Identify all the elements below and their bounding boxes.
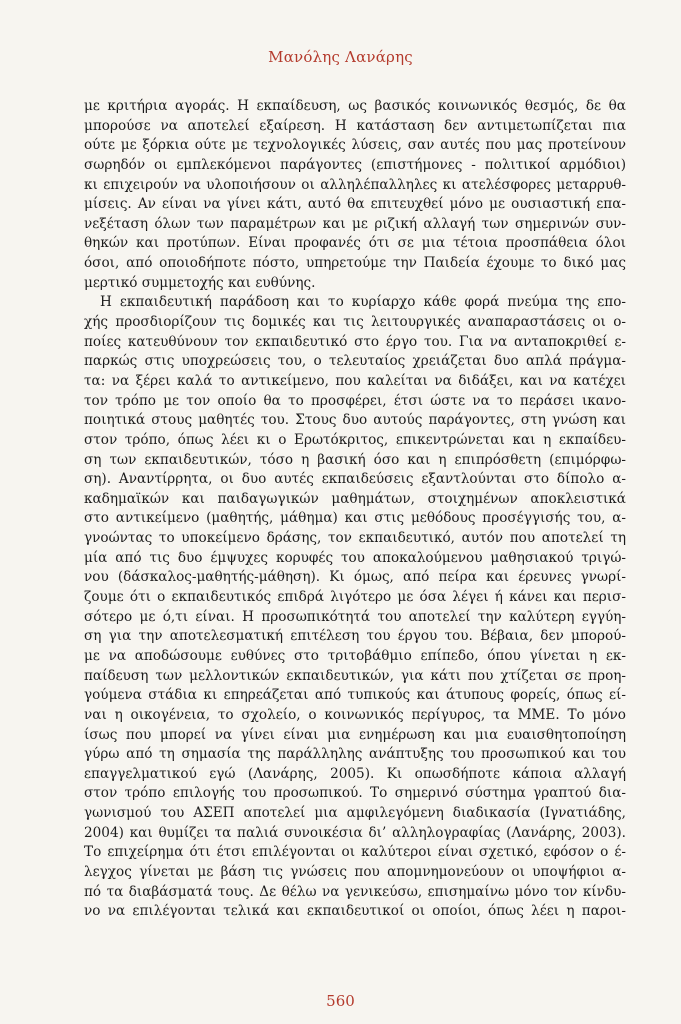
text-line: ση των εκπαιδευτικών, τόσο η βασική όσο και η επιπρόσθετη (επιμόρφω- bbox=[84, 451, 626, 468]
text-line: μίσεις. Αν είναι να γίνει κάτι, αυτό θα επιτευχθεί μόνο με ουσιαστική επα- bbox=[84, 196, 626, 213]
text-line: ούτε με ξόρκια ούτε με τεχνολογικές λύσεις, σαν αυτές που μας προτείνουν bbox=[84, 137, 626, 154]
text-line: γωνισμού του ΑΣΕΠ αποτελεί μια αμφιλεγόμενη διαδικασία (Ιγνατιάδης, bbox=[84, 805, 626, 822]
text-line: επαγγελματικού εγώ (Λανάρης, 2005). Κι οπωσδήποτε κάποια αλλαγή bbox=[84, 765, 626, 782]
text-line: ποίες κατευθύνουν τον εκπαιδευτικό στο έργο του. Για να ανταποκριθεί ε- bbox=[84, 333, 626, 350]
text-line: στον τρόπο, όπως λέει κι ο Ερωτόκριτος, επικεντρώνεται και η εκπαίδευ- bbox=[84, 431, 626, 448]
text-line: Το επιχείρημα ότι έτσι επιλέγονται οι καλύτεροι είναι σχετικό, εφόσον ο έ- bbox=[84, 844, 626, 861]
text-line: σότερο με ό,τι είναι. Η προσωπικότητά του αποτελεί την καλύτερη εγγύη- bbox=[84, 608, 626, 625]
text-line: νο να επιλέγονται τελικά και εκπαιδευτικοί οι οποίοι, όπως λέει η παροι- bbox=[84, 903, 626, 920]
text-line: τα: να ξέρει καλά το αντικείμενο, που καλείται να διδάξει, και να κατέχει bbox=[84, 372, 626, 389]
text-line: λεγχος γίνεται με βάση τις γνώσεις που απομνημονεύουν οι υποψήφιοι α- bbox=[84, 863, 626, 880]
text-line: τον τρόπο με τον οποίο θα το προσφέρει, έτσι ώστε να το περάσει ικανο- bbox=[84, 392, 626, 409]
text-line: πό τα διαβάσματά τους. Δε θέλω να γενικεύσω, επισημαίνω μόνο τον κίνδυ- bbox=[84, 883, 626, 900]
text-line: γύρω από τη σημασία της παράλληλης ανάπτυξης του προσωπικού και του bbox=[84, 746, 626, 763]
text-line: με κριτήρια αγοράς. Η εκπαίδευση, ως βασικός κοινωνικός θεσμός, δε θα bbox=[84, 98, 626, 114]
text-line: στον τρόπο επιλογής του προσωπικού. Το σημερινό σύστημα γραπτού δια- bbox=[84, 785, 626, 802]
text-line: ίσως που μπορεί να γίνει είναι μια ενημέρωση και μια ευαισθητοποίηση bbox=[84, 726, 626, 743]
text-line: καδημαϊκών και παιδαγωγικών μαθημάτων, στοιχημένων αποκλειστικά bbox=[84, 490, 626, 507]
text-line: σωρηδόν οι εμπλεκόμενοι παράγοντες (επιστήμονες - πολιτικοί αρμόδιοι) bbox=[84, 156, 626, 173]
text-line: νου (δάσκαλος-μαθητής-μάθηση). Κι όμως, από πείρα και έρευνες γνωρί- bbox=[84, 569, 626, 586]
text-line: γούμενα στάδια κι επηρεάζεται από τυπικούς και άτυπους φορείς, όπως εί- bbox=[84, 687, 626, 704]
page-number: 560 bbox=[326, 992, 355, 1010]
text-line: ζουμε ότι ο εκπαιδευτικός επιδρά λιγότερο με όσα λέγει ή κάνει και περισ- bbox=[84, 589, 626, 606]
text-line: νεξέταση όλων των παραμέτρων και με ριζική αλλαγή των σημερινών συν- bbox=[84, 215, 626, 232]
text-line: ναι η οικογένεια, το σχολείο, ο κοινωνικός περίγυρος, τα ΜΜΕ. Το μόνο bbox=[84, 706, 626, 723]
text-line: γνοώντας το υποκείμενο δράσης, τον εκπαιδευτικό, αυτόν που αποτελεί τη bbox=[84, 530, 626, 547]
text-line: Η εκπαιδευτική παράδοση και το κυρίαρχο κάθε φορά πνεύμα της επο- bbox=[100, 294, 626, 311]
body-text bbox=[84, 97, 626, 922]
text-line: στο αντικείμενο (μαθητής, μάθημα) και στις μεθόδους προσέγγισής του, α- bbox=[84, 510, 626, 527]
text-line: μερτικό συμμετοχής και ευθύνης. bbox=[84, 274, 316, 291]
text-line: παρκώς στις υποχρεώσεις του, ο τελευταίος χρειάζεται δυο απλά πράγμα- bbox=[84, 353, 626, 370]
text-line: θηκών και προτύπων. Είναι προφανές ότι σε μια τέτοια προσπάθεια όλοι bbox=[84, 235, 626, 252]
text-line: παίδευση των μελλοντικών εκπαιδευτικών, για κάτι που χτίζεται σε προη- bbox=[84, 667, 626, 684]
text-line: ση). Αναντίρρητα, οι δυο αυτές εκπαιδεύσεις εξαντλούνται στο δίπολο α- bbox=[84, 471, 626, 488]
text-line: ση για την αποτελεσματική επιτέλεση του έργου του. Βέβαια, δεν μπορού- bbox=[84, 628, 626, 645]
text-line: κι επιχειρούν να υλοποιήσουν οι αλληλέπαλληλες κι ατελέσφορες μεταρρυθ- bbox=[84, 176, 626, 193]
running-header: Μανόλης Λανάρης bbox=[268, 48, 413, 66]
text-line: 2004) και θυμίζει τα παλιά συνοικέσια δι’ αλληλογραφίας (Λανάρης, 2003). bbox=[84, 824, 626, 841]
text-line: μία από τις δυο έμψυχες κορυφές του αποκαλούμενου μαθησιακού τριγώ- bbox=[84, 549, 626, 566]
text-line: όσοι, από οποιοδήποτε πόστο, υπηρετούμε την Παιδεία έχουμε το δικό μας bbox=[84, 255, 626, 272]
text-line: χής προσδιορίζουν τις δομικές και τις λειτουργικές αναπαραστάσεις οι ο- bbox=[84, 314, 626, 331]
text-line: με να αποδώσουμε ευθύνες στο τριτοβάθμιο επίπεδο, όπου γίνεται η εκ- bbox=[84, 647, 626, 664]
text-line: ποιητικά στους μαθητές του. Στους δυο αυτούς παράγοντες, στη γνώση και bbox=[84, 412, 626, 429]
text-line: μπορούσε να αποτελεί εξαίρεση. Η κατάσταση δεν αντιμετωπίζεται πια bbox=[84, 117, 626, 134]
